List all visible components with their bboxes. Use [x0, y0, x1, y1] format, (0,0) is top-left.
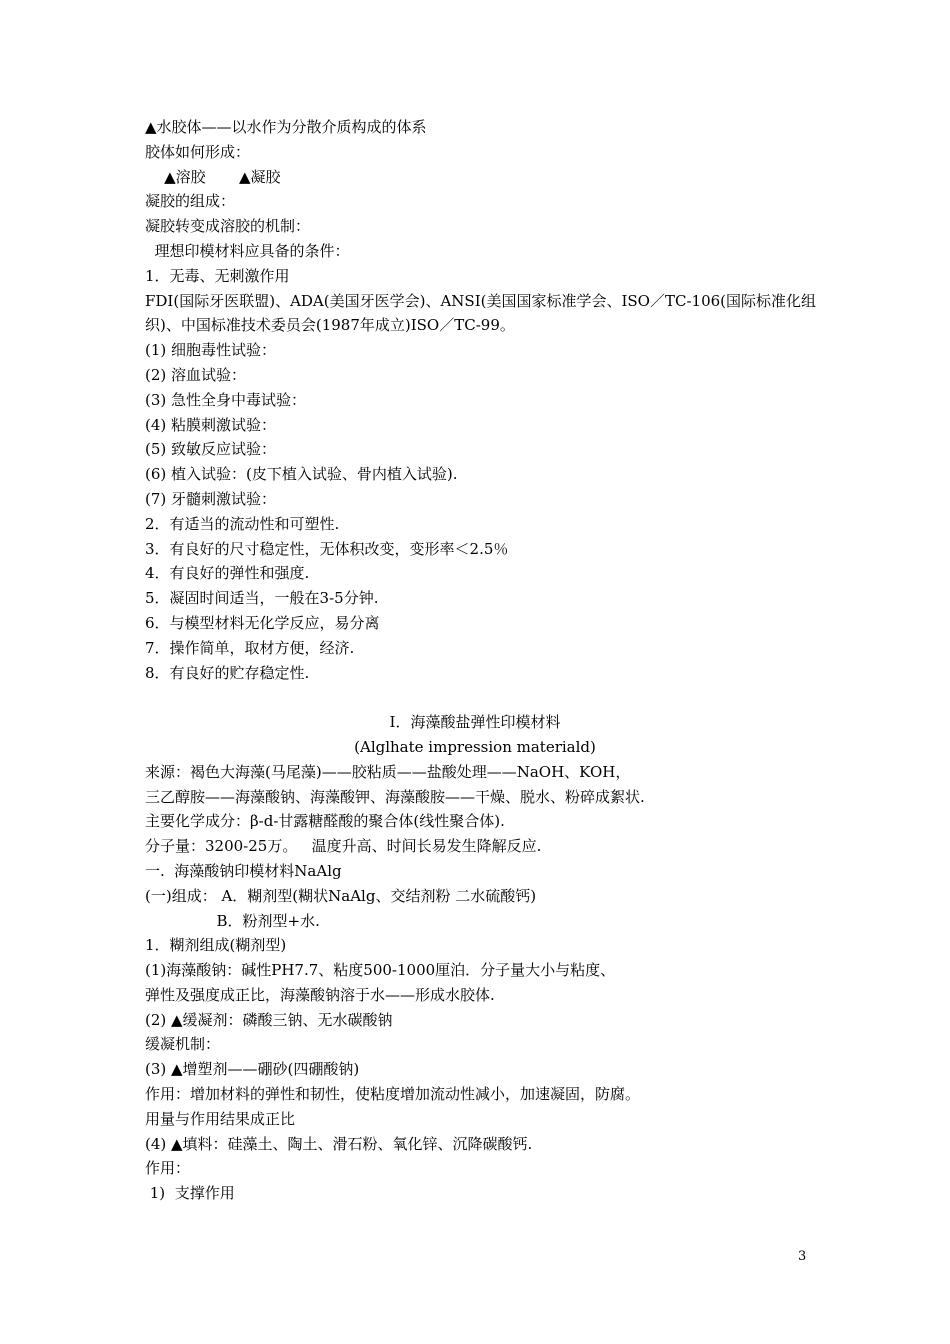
text-line: 6．与模型材料无化学反应，易分离: [145, 613, 380, 632]
text-line: 理想印模材料应具备的条件：: [145, 241, 350, 260]
text-line: 作用：: [145, 1159, 191, 1178]
text-line: 5．凝固时间适当，一般在3-5分钟.: [145, 589, 379, 608]
text-line: ▲溶胶 ▲凝胶: [145, 167, 281, 186]
text-line: 凝胶转变成溶胶的机制：: [145, 217, 311, 236]
text-line: 1．糊剂组成(糊剂型): [145, 936, 287, 955]
text-line: (2) ▲缓凝剂：磷酸三钠、无水碳酸钠: [145, 1010, 393, 1029]
text-line: 三乙醇胺——海藻酸钠、海藻酸钾、海藻酸胺——干燥、脱水、粉碎成絮状.: [145, 787, 645, 806]
text-line: (3) 急性全身中毒试验：: [145, 390, 307, 409]
text-line: (4) 粘膜刺激试验：: [145, 415, 277, 434]
text-line: 4．有良好的弹性和强度.: [145, 564, 310, 583]
text-line: 用量与作用结果成正比: [145, 1109, 296, 1128]
text-line: 1) 支撑作用: [145, 1184, 235, 1203]
text-line: B．粉剂型+水.: [145, 911, 320, 930]
text-paragraph: FDI(国际牙医联盟)、ADA(美国牙医学会)、ANSI(美国国家标准学会、ISO／TC-106(国际标准化组织)、中国标准技术委员会(1987年成立)ISO／TC-99。: [145, 291, 817, 335]
text-line: 缓凝机制：: [145, 1035, 221, 1054]
page-number: 3: [798, 1249, 807, 1264]
text-line: ▲水胶体——以水作为分散介质构成的体系: [145, 118, 427, 136]
text-line: 3．有良好的尺寸稳定性，无体积改变，变形率＜2.5％: [145, 539, 509, 558]
text-line: (1) 细胞毒性试验：: [145, 341, 277, 360]
text-line: (5) 致敏反应试验：: [145, 440, 277, 459]
document-body: [145, 115, 825, 1206]
section-title: Ⅰ．海藻酸盐弹性印模材料: [389, 713, 561, 732]
text-line: 来源：褐色大海藻(马尾藻)——胶粘质——盐酸处理——NaOH、KOH，: [145, 762, 631, 781]
text-line: 主要化学成分：β-d-甘露糖醛酸的聚合体(线性聚合体).: [145, 812, 505, 831]
text-line: 8．有良好的贮存稳定性.: [145, 663, 310, 682]
text-line: 弹性及强度成正比，海藻酸钠溶于水——形成水胶体.: [145, 985, 495, 1004]
text-line: (2) 溶血试验：: [145, 365, 247, 384]
text-line: 分子量：3200-25万。 温度升高、时间长易发生降解反应.: [145, 837, 542, 856]
text-line: (一)组成： A．糊剂型(糊状NaAlg、交结剂粉 二水硫酸钙): [145, 886, 537, 905]
text-line: 凝胶的组成：: [145, 192, 236, 211]
blank-line: [145, 685, 825, 710]
text-line: (1)海藻酸钠：碱性PH7.7、粘度500-1000厘泊．分子量大小与粘度、: [145, 961, 616, 980]
text-line: 作用：增加材料的弹性和韧性，使粘度增加流动性减小，加速凝固，防腐。: [145, 1085, 641, 1104]
text-line: 2．有适当的流动性和可塑性.: [145, 514, 340, 533]
text-line: (7) 牙髓刺激试验：: [145, 489, 277, 508]
text-line: 胶体如何形成：: [145, 142, 251, 161]
text-line: 7．操作简单，取材方便，经济.: [145, 638, 355, 657]
text-line: (4) ▲填料：硅藻土、陶土、滑石粉、氧化锌、沉降碳酸钙.: [145, 1134, 533, 1153]
text-line: 1．无毒、无刺激作用: [145, 266, 290, 285]
text-line: (3) ▲增塑剂——硼砂(四硼酸钠): [145, 1060, 360, 1079]
text-line: (6) 植入试验：(皮下植入试验、骨内植入试验).: [145, 465, 458, 484]
section-subtitle: (Alglhate impression materiald): [354, 737, 596, 756]
text-line: 一. 海藻酸钠印模材料NaAlg: [145, 861, 342, 880]
